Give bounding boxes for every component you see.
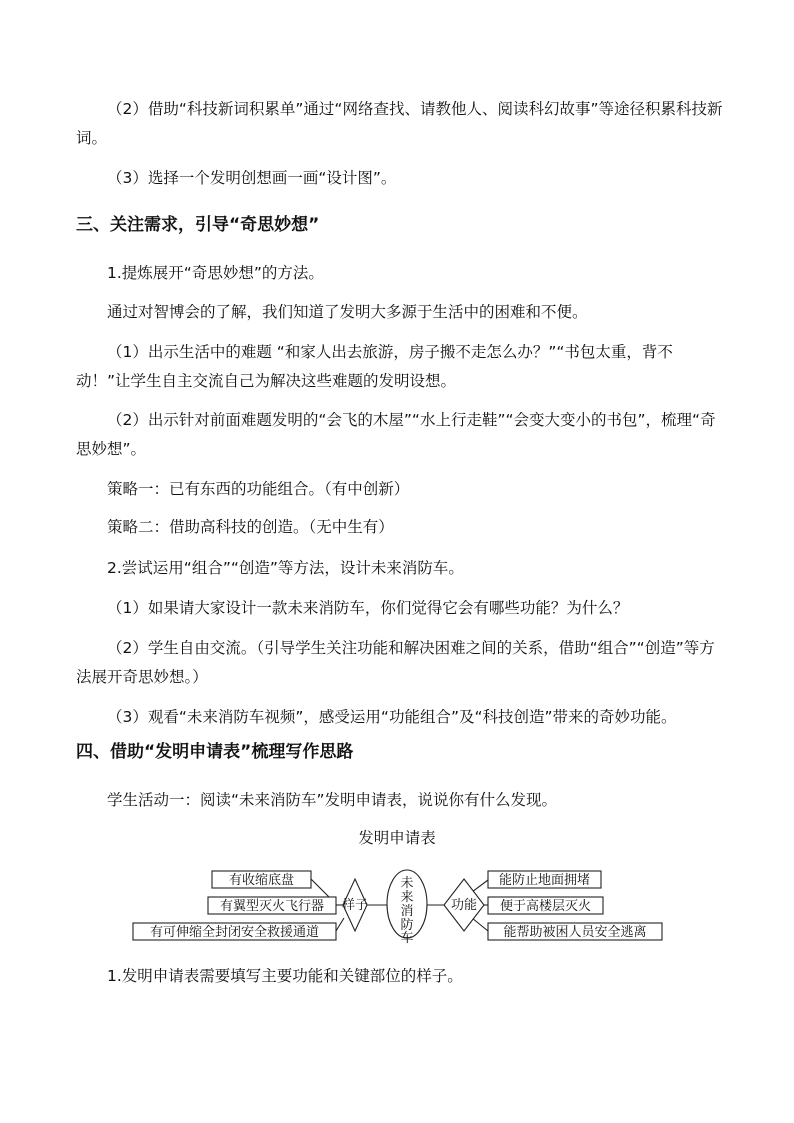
paragraph-discussion: （2）学生自由交流。（引导学生关注功能和解决困难之间的关系，借助“组合”“创造”等方法展开奇思妙想。） xyxy=(76,639,715,686)
paragraph-method-title: 1.提炼展开“奇思妙想”的方法。 xyxy=(107,264,324,282)
paragraph-summary: 1.发明申请表需要填写主要功能和关键部位的样子。 xyxy=(107,967,463,985)
paragraph-activity: 学生活动一：阅读“未来消防车”发明申请表，说说你有什么发现。 xyxy=(107,791,558,809)
diagram-caption: 发明申请表 xyxy=(358,829,436,847)
function-item-1: 能防止地面拥堵 xyxy=(498,873,591,888)
function-label: 功能 xyxy=(450,898,478,913)
appearance-item-1: 有收缩底盘 xyxy=(228,873,295,888)
center-char-1: 未 xyxy=(400,876,414,891)
paragraph-try-method: 2.尝试运用“组合”“创造”等方法，设计未来消防车。 xyxy=(107,559,464,577)
appearance-item-3: 有可伸缩全封闭安全救援通道 xyxy=(149,925,320,940)
paragraph-video: （3）观看“未来消防车视频”，感受运用“功能组合”及“科技创造”带来的奇妙功能。 xyxy=(107,708,677,726)
center-char-4: 防 xyxy=(400,918,414,933)
paragraph-intro: 通过对智博会的了解，我们知道了发明大多源于生活中的困难和不便。 xyxy=(107,303,588,321)
paragraph-inventions: （2）出示针对前面难题发明的“会飞的木屋”“水上行走鞋”“会变大变小的书包”，梳理“奇思妙想”。 xyxy=(76,411,716,458)
paragraph-strategy-2: 策略二：借助高科技的创造。（无中生有） xyxy=(107,518,394,536)
center-char-3: 消 xyxy=(400,904,414,919)
paragraph-strategy-1: 策略一：已有东西的功能组合。（有中创新） xyxy=(107,480,410,498)
section-heading-3: 三、关注需求，引导“奇思妙想” xyxy=(76,215,320,235)
function-item-3: 能帮助被困人员安全逃离 xyxy=(503,925,647,940)
connector-left-bottom xyxy=(336,918,344,931)
center-char-5: 车 xyxy=(400,931,414,946)
paragraph-problems: （1）出示生活中的难题 “和家人出去旅游，房子搬不走怎么办？”“书包太重，背不动！”让学生自主交流自己为解决这些难题的发明设想。 xyxy=(76,343,673,390)
paragraph-2-vocab: （2）借助“科技新词积累单”通过“网络查找、请教他人、阅读科幻故事”等途径积累科技新词。 xyxy=(76,100,723,147)
center-char-2: 来 xyxy=(400,890,414,905)
appearance-item-2: 有翼型灭火飞行器 xyxy=(219,899,325,914)
paragraph-question: （1）如果请大家设计一款未来消防车，你们觉得它会有哪些功能？为什么？ xyxy=(107,599,629,617)
appearance-label: 样子 xyxy=(341,898,369,913)
function-item-2: 便于高楼层灭火 xyxy=(499,899,592,914)
section-heading-4: 四、借助“发明申请表”梳理写作思路 xyxy=(76,742,354,762)
connector-right-top xyxy=(472,880,488,892)
connector-right-bottom xyxy=(472,918,488,931)
paragraph-3-design: （3）选择一个发明创想画一画“设计图”。 xyxy=(107,169,397,187)
